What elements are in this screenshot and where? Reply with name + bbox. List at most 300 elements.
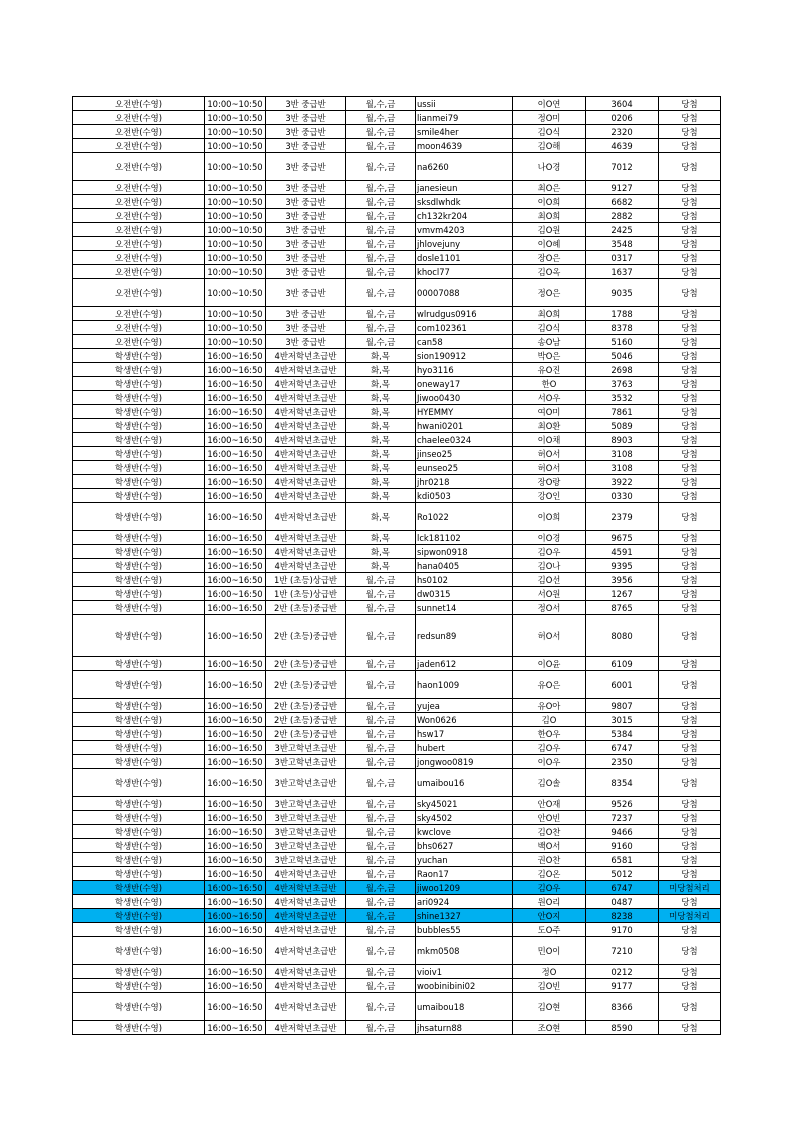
result-cell: 당첨 <box>659 825 721 839</box>
level-cell: 2반 (초등)중급반 <box>266 671 346 699</box>
name-cell: 최O환 <box>513 419 586 433</box>
code-cell: 6001 <box>586 671 659 699</box>
time-cell: 10:00~10:50 <box>205 209 266 223</box>
time-cell: 16:00~16:50 <box>205 811 266 825</box>
code-cell: 0487 <box>586 895 659 909</box>
table-row <box>73 727 721 741</box>
result-cell: 당첨 <box>659 223 721 237</box>
class-cell: 학생반(수영) <box>73 657 205 671</box>
table-row <box>73 923 721 937</box>
table-row <box>73 853 721 867</box>
code-cell: 3015 <box>586 713 659 727</box>
class-cell: 학생반(수영) <box>73 671 205 699</box>
class-cell: 학생반(수영) <box>73 419 205 433</box>
days-cell: 월,수,금 <box>346 923 416 937</box>
level-cell: 3반 중급반 <box>266 195 346 209</box>
code-cell: 9466 <box>586 825 659 839</box>
table-row <box>73 223 721 237</box>
class-cell: 학생반(수영) <box>73 447 205 461</box>
code-cell: 6682 <box>586 195 659 209</box>
class-cell: 오전반(수영) <box>73 125 205 139</box>
days-cell: 월,수,금 <box>346 209 416 223</box>
level-cell: 4반저학년초급반 <box>266 489 346 503</box>
user-id-cell: oneway17 <box>416 377 513 391</box>
name-cell: 정O서 <box>513 601 586 615</box>
class-cell: 학생반(수영) <box>73 923 205 937</box>
result-cell: 당첨 <box>659 363 721 377</box>
user-id-cell: shine1327 <box>416 909 513 923</box>
table-row <box>73 797 721 811</box>
level-cell: 4반저학년초급반 <box>266 909 346 923</box>
user-id-cell: jiwoo1209 <box>416 881 513 895</box>
level-cell: 3반고학년초급반 <box>266 811 346 825</box>
name-cell: 김O식 <box>513 321 586 335</box>
table-row <box>73 377 721 391</box>
time-cell: 16:00~16:50 <box>205 503 266 531</box>
level-cell: 3반 중급반 <box>266 181 346 195</box>
table-row <box>73 881 721 895</box>
time-cell: 16:00~16:50 <box>205 895 266 909</box>
result-cell: 당첨 <box>659 307 721 321</box>
user-id-cell: Won0626 <box>416 713 513 727</box>
days-cell: 월,수,금 <box>346 237 416 251</box>
class-cell: 학생반(수영) <box>73 587 205 601</box>
time-cell: 10:00~10:50 <box>205 111 266 125</box>
class-cell: 학생반(수영) <box>73 461 205 475</box>
name-cell: 김O <box>513 713 586 727</box>
days-cell: 월,수,금 <box>346 937 416 965</box>
result-cell: 당첨 <box>659 489 721 503</box>
result-cell: 당첨 <box>659 433 721 447</box>
time-cell: 16:00~16:50 <box>205 867 266 881</box>
table-row <box>73 447 721 461</box>
table-row <box>73 335 721 349</box>
result-cell: 당첨 <box>659 937 721 965</box>
user-id-cell: sunnet14 <box>416 601 513 615</box>
user-id-cell: Ro1022 <box>416 503 513 531</box>
days-cell: 월,수,금 <box>346 223 416 237</box>
code-cell: 5384 <box>586 727 659 741</box>
days-cell: 월,수,금 <box>346 321 416 335</box>
code-cell: 7237 <box>586 811 659 825</box>
result-cell: 당첨 <box>659 797 721 811</box>
days-cell: 화,목 <box>346 559 416 573</box>
level-cell: 3반 중급반 <box>266 335 346 349</box>
code-cell: 8903 <box>586 433 659 447</box>
user-id-cell: chaelee0324 <box>416 433 513 447</box>
level-cell: 3반 중급반 <box>266 251 346 265</box>
code-cell: 4591 <box>586 545 659 559</box>
code-cell: 9160 <box>586 839 659 853</box>
code-cell: 3763 <box>586 377 659 391</box>
table-row <box>73 1021 721 1035</box>
time-cell: 16:00~16:50 <box>205 559 266 573</box>
name-cell: 김O옥 <box>513 265 586 279</box>
result-cell: 당첨 <box>659 769 721 797</box>
time-cell: 16:00~16:50 <box>205 573 266 587</box>
table-row <box>73 825 721 839</box>
name-cell: 권O찬 <box>513 853 586 867</box>
result-cell: 당첨 <box>659 867 721 881</box>
time-cell: 10:00~10:50 <box>205 153 266 181</box>
user-id-cell: mkm0508 <box>416 937 513 965</box>
days-cell: 월,수,금 <box>346 671 416 699</box>
user-id-cell: dosle1101 <box>416 251 513 265</box>
result-cell: 당첨 <box>659 895 721 909</box>
table-row <box>73 965 721 979</box>
user-id-cell: na6260 <box>416 153 513 181</box>
user-id-cell: moon4639 <box>416 139 513 153</box>
name-cell: 서O원 <box>513 587 586 601</box>
user-id-cell: hubert <box>416 741 513 755</box>
user-id-cell: hana0405 <box>416 559 513 573</box>
code-cell: 0206 <box>586 111 659 125</box>
class-cell: 학생반(수영) <box>73 881 205 895</box>
days-cell: 월,수,금 <box>346 97 416 111</box>
level-cell: 3반 중급반 <box>266 153 346 181</box>
days-cell: 화,목 <box>346 545 416 559</box>
days-cell: 월,수,금 <box>346 657 416 671</box>
class-cell: 오전반(수영) <box>73 181 205 195</box>
user-id-cell: haon1009 <box>416 671 513 699</box>
time-cell: 16:00~16:50 <box>205 657 266 671</box>
name-cell: 이O경 <box>513 531 586 545</box>
level-cell: 4반저학년초급반 <box>266 433 346 447</box>
result-cell: 당첨 <box>659 839 721 853</box>
name-cell: 조O현 <box>513 1021 586 1035</box>
table-row <box>73 559 721 573</box>
user-id-cell: vioiv1 <box>416 965 513 979</box>
days-cell: 월,수,금 <box>346 741 416 755</box>
table-row <box>73 909 721 923</box>
time-cell: 16:00~16:50 <box>205 1021 266 1035</box>
level-cell: 4반저학년초급반 <box>266 377 346 391</box>
result-cell: 당첨 <box>659 475 721 489</box>
class-cell: 오전반(수영) <box>73 321 205 335</box>
time-cell: 16:00~16:50 <box>205 601 266 615</box>
time-cell: 10:00~10:50 <box>205 97 266 111</box>
code-cell: 3956 <box>586 573 659 587</box>
code-cell: 8080 <box>586 615 659 657</box>
level-cell: 4반저학년초급반 <box>266 363 346 377</box>
name-cell: 김O선 <box>513 573 586 587</box>
time-cell: 16:00~16:50 <box>205 489 266 503</box>
table-row <box>73 531 721 545</box>
name-cell: 허O서 <box>513 461 586 475</box>
level-cell: 4반저학년초급반 <box>266 937 346 965</box>
time-cell: 10:00~10:50 <box>205 237 266 251</box>
level-cell: 4반저학년초급반 <box>266 545 346 559</box>
days-cell: 월,수,금 <box>346 895 416 909</box>
result-cell: 당첨 <box>659 111 721 125</box>
name-cell: 김O빈 <box>513 979 586 993</box>
table-row <box>73 755 721 769</box>
class-cell: 학생반(수영) <box>73 531 205 545</box>
class-cell: 학생반(수영) <box>73 545 205 559</box>
result-cell: 당첨 <box>659 531 721 545</box>
result-cell: 당첨 <box>659 265 721 279</box>
days-cell: 월,수,금 <box>346 125 416 139</box>
result-cell: 당첨 <box>659 209 721 223</box>
class-cell: 오전반(수영) <box>73 97 205 111</box>
class-cell: 학생반(수영) <box>73 909 205 923</box>
level-cell: 3반고학년초급반 <box>266 741 346 755</box>
name-cell: 김O찬 <box>513 825 586 839</box>
time-cell: 10:00~10:50 <box>205 251 266 265</box>
days-cell: 월,수,금 <box>346 251 416 265</box>
days-cell: 화,목 <box>346 419 416 433</box>
days-cell: 화,목 <box>346 391 416 405</box>
table-row <box>73 937 721 965</box>
result-cell: 당첨 <box>659 811 721 825</box>
days-cell: 월,수,금 <box>346 839 416 853</box>
name-cell: 민O이 <box>513 937 586 965</box>
result-cell: 당첨 <box>659 713 721 727</box>
days-cell: 월,수,금 <box>346 111 416 125</box>
user-id-cell: hyo3116 <box>416 363 513 377</box>
user-id-cell: sksdlwhdk <box>416 195 513 209</box>
code-cell: 9177 <box>586 979 659 993</box>
code-cell: 3922 <box>586 475 659 489</box>
level-cell: 2반 (초등)중급반 <box>266 699 346 713</box>
time-cell: 16:00~16:50 <box>205 363 266 377</box>
days-cell: 월,수,금 <box>346 825 416 839</box>
code-cell: 7861 <box>586 405 659 419</box>
code-cell: 2320 <box>586 125 659 139</box>
table-row <box>73 391 721 405</box>
days-cell: 월,수,금 <box>346 573 416 587</box>
days-cell: 월,수,금 <box>346 853 416 867</box>
table-row <box>73 573 721 587</box>
user-id-cell: woobinibini02 <box>416 979 513 993</box>
level-cell: 3반 중급반 <box>266 237 346 251</box>
time-cell: 16:00~16:50 <box>205 909 266 923</box>
name-cell: 이O혜 <box>513 237 586 251</box>
code-cell: 1267 <box>586 587 659 601</box>
table-row <box>73 699 721 713</box>
user-id-cell: umaibou16 <box>416 769 513 797</box>
class-cell: 오전반(수영) <box>73 335 205 349</box>
days-cell: 월,수,금 <box>346 195 416 209</box>
days-cell: 월,수,금 <box>346 139 416 153</box>
time-cell: 16:00~16:50 <box>205 419 266 433</box>
user-id-cell: com102361 <box>416 321 513 335</box>
code-cell: 9395 <box>586 559 659 573</box>
user-id-cell: ari0924 <box>416 895 513 909</box>
level-cell: 1반 (초등)상급반 <box>266 573 346 587</box>
days-cell: 월,수,금 <box>346 713 416 727</box>
class-cell: 오전반(수영) <box>73 139 205 153</box>
level-cell: 4반저학년초급반 <box>266 405 346 419</box>
level-cell: 3반 중급반 <box>266 111 346 125</box>
name-cell: 정O <box>513 965 586 979</box>
time-cell: 16:00~16:50 <box>205 979 266 993</box>
code-cell: 8590 <box>586 1021 659 1035</box>
code-cell: 0330 <box>586 489 659 503</box>
time-cell: 10:00~10:50 <box>205 223 266 237</box>
name-cell: 최O희 <box>513 307 586 321</box>
table-row <box>73 307 721 321</box>
time-cell: 10:00~10:50 <box>205 307 266 321</box>
result-cell: 당첨 <box>659 853 721 867</box>
name-cell: 이O윤 <box>513 657 586 671</box>
table-row <box>73 867 721 881</box>
result-cell: 당첨 <box>659 125 721 139</box>
time-cell: 16:00~16:50 <box>205 531 266 545</box>
class-cell: 학생반(수영) <box>73 699 205 713</box>
user-id-cell: yuchan <box>416 853 513 867</box>
user-id-cell: eunseo25 <box>416 461 513 475</box>
result-cell: 당첨 <box>659 419 721 433</box>
class-cell: 오전반(수영) <box>73 251 205 265</box>
name-cell: 유O아 <box>513 699 586 713</box>
name-cell: 김O우 <box>513 545 586 559</box>
code-cell: 4639 <box>586 139 659 153</box>
time-cell: 16:00~16:50 <box>205 713 266 727</box>
days-cell: 월,수,금 <box>346 909 416 923</box>
class-cell: 오전반(수영) <box>73 265 205 279</box>
level-cell: 4반저학년초급반 <box>266 993 346 1021</box>
level-cell: 2반 (초등)중급반 <box>266 727 346 741</box>
result-cell: 당첨 <box>659 587 721 601</box>
code-cell: 9807 <box>586 699 659 713</box>
table-body <box>73 97 721 1035</box>
time-cell: 16:00~16:50 <box>205 615 266 657</box>
name-cell: 김O나 <box>513 559 586 573</box>
table-row <box>73 475 721 489</box>
code-cell: 3108 <box>586 447 659 461</box>
result-cell: 당첨 <box>659 671 721 699</box>
code-cell: 0212 <box>586 965 659 979</box>
result-cell: 당첨 <box>659 97 721 111</box>
time-cell: 10:00~10:50 <box>205 125 266 139</box>
result-cell: 당첨 <box>659 755 721 769</box>
result-cell: 당첨 <box>659 279 721 307</box>
level-cell: 3반 중급반 <box>266 139 346 153</box>
time-cell: 16:00~16:50 <box>205 349 266 363</box>
class-cell: 오전반(수영) <box>73 279 205 307</box>
class-cell: 오전반(수영) <box>73 223 205 237</box>
class-cell: 학생반(수영) <box>73 755 205 769</box>
table-row <box>73 587 721 601</box>
time-cell: 16:00~16:50 <box>205 671 266 699</box>
level-cell: 3반고학년초급반 <box>266 839 346 853</box>
user-id-cell: jinseo25 <box>416 447 513 461</box>
level-cell: 2반 (초등)중급반 <box>266 657 346 671</box>
class-cell: 학생반(수영) <box>73 839 205 853</box>
result-cell: 당첨 <box>659 699 721 713</box>
days-cell: 화,목 <box>346 461 416 475</box>
table-row <box>73 657 721 671</box>
code-cell: 9170 <box>586 923 659 937</box>
user-id-cell: sky45021 <box>416 797 513 811</box>
level-cell: 4반저학년초급반 <box>266 461 346 475</box>
name-cell: 나O경 <box>513 153 586 181</box>
days-cell: 월,수,금 <box>346 965 416 979</box>
class-cell: 학생반(수영) <box>73 965 205 979</box>
days-cell: 화,목 <box>346 349 416 363</box>
table-row <box>73 139 721 153</box>
level-cell: 3반 중급반 <box>266 321 346 335</box>
days-cell: 화,목 <box>346 377 416 391</box>
time-cell: 16:00~16:50 <box>205 433 266 447</box>
table-row <box>73 279 721 307</box>
days-cell: 화,목 <box>346 489 416 503</box>
table-row <box>73 251 721 265</box>
table-row <box>73 125 721 139</box>
level-cell: 4반저학년초급반 <box>266 391 346 405</box>
name-cell: 박O은 <box>513 349 586 363</box>
class-cell: 학생반(수영) <box>73 979 205 993</box>
days-cell: 월,수,금 <box>346 181 416 195</box>
level-cell: 4반저학년초급반 <box>266 531 346 545</box>
time-cell: 10:00~10:50 <box>205 265 266 279</box>
user-id-cell: sion190912 <box>416 349 513 363</box>
class-cell: 학생반(수영) <box>73 1021 205 1035</box>
code-cell: 3532 <box>586 391 659 405</box>
name-cell: 이O연 <box>513 97 586 111</box>
class-cell: 학생반(수영) <box>73 573 205 587</box>
code-cell: 8378 <box>586 321 659 335</box>
time-cell: 16:00~16:50 <box>205 699 266 713</box>
result-cell: 당첨 <box>659 335 721 349</box>
result-cell: 당첨 <box>659 1021 721 1035</box>
table-row <box>73 461 721 475</box>
time-cell: 10:00~10:50 <box>205 335 266 349</box>
user-id-cell: vmvm4203 <box>416 223 513 237</box>
level-cell: 4반저학년초급반 <box>266 447 346 461</box>
name-cell: 서O우 <box>513 391 586 405</box>
user-id-cell: kdi0503 <box>416 489 513 503</box>
result-cell: 당첨 <box>659 503 721 531</box>
name-cell: 김O온 <box>513 867 586 881</box>
days-cell: 월,수,금 <box>346 587 416 601</box>
user-id-cell: Jiwoo0430 <box>416 391 513 405</box>
time-cell: 16:00~16:50 <box>205 993 266 1021</box>
class-cell: 학생반(수영) <box>73 727 205 741</box>
name-cell: 도O주 <box>513 923 586 937</box>
days-cell: 월,수,금 <box>346 993 416 1021</box>
class-cell: 학생반(수영) <box>73 363 205 377</box>
time-cell: 10:00~10:50 <box>205 195 266 209</box>
result-cell: 당첨 <box>659 965 721 979</box>
user-id-cell: jhr0218 <box>416 475 513 489</box>
time-cell: 16:00~16:50 <box>205 475 266 489</box>
level-cell: 3반고학년초급반 <box>266 825 346 839</box>
user-id-cell: ch132kr204 <box>416 209 513 223</box>
user-id-cell: can58 <box>416 335 513 349</box>
days-cell: 월,수,금 <box>346 797 416 811</box>
user-id-cell: 00007088 <box>416 279 513 307</box>
user-id-cell: jaden612 <box>416 657 513 671</box>
class-cell: 학생반(수영) <box>73 433 205 447</box>
result-cell: 당첨 <box>659 615 721 657</box>
days-cell: 화,목 <box>346 503 416 531</box>
name-cell: 김O현 <box>513 993 586 1021</box>
result-cell: 미당첨처리 <box>659 881 721 895</box>
level-cell: 4반저학년초급반 <box>266 923 346 937</box>
result-cell: 당첨 <box>659 461 721 475</box>
result-cell: 당첨 <box>659 139 721 153</box>
class-cell: 학생반(수영) <box>73 377 205 391</box>
level-cell: 3반 중급반 <box>266 265 346 279</box>
user-id-cell: HYEMMY <box>416 405 513 419</box>
user-id-cell: jhsaturn88 <box>416 1021 513 1035</box>
table-row <box>73 601 721 615</box>
level-cell: 2반 (초등)중급반 <box>266 601 346 615</box>
table-row <box>73 321 721 335</box>
level-cell: 4반저학년초급반 <box>266 867 346 881</box>
